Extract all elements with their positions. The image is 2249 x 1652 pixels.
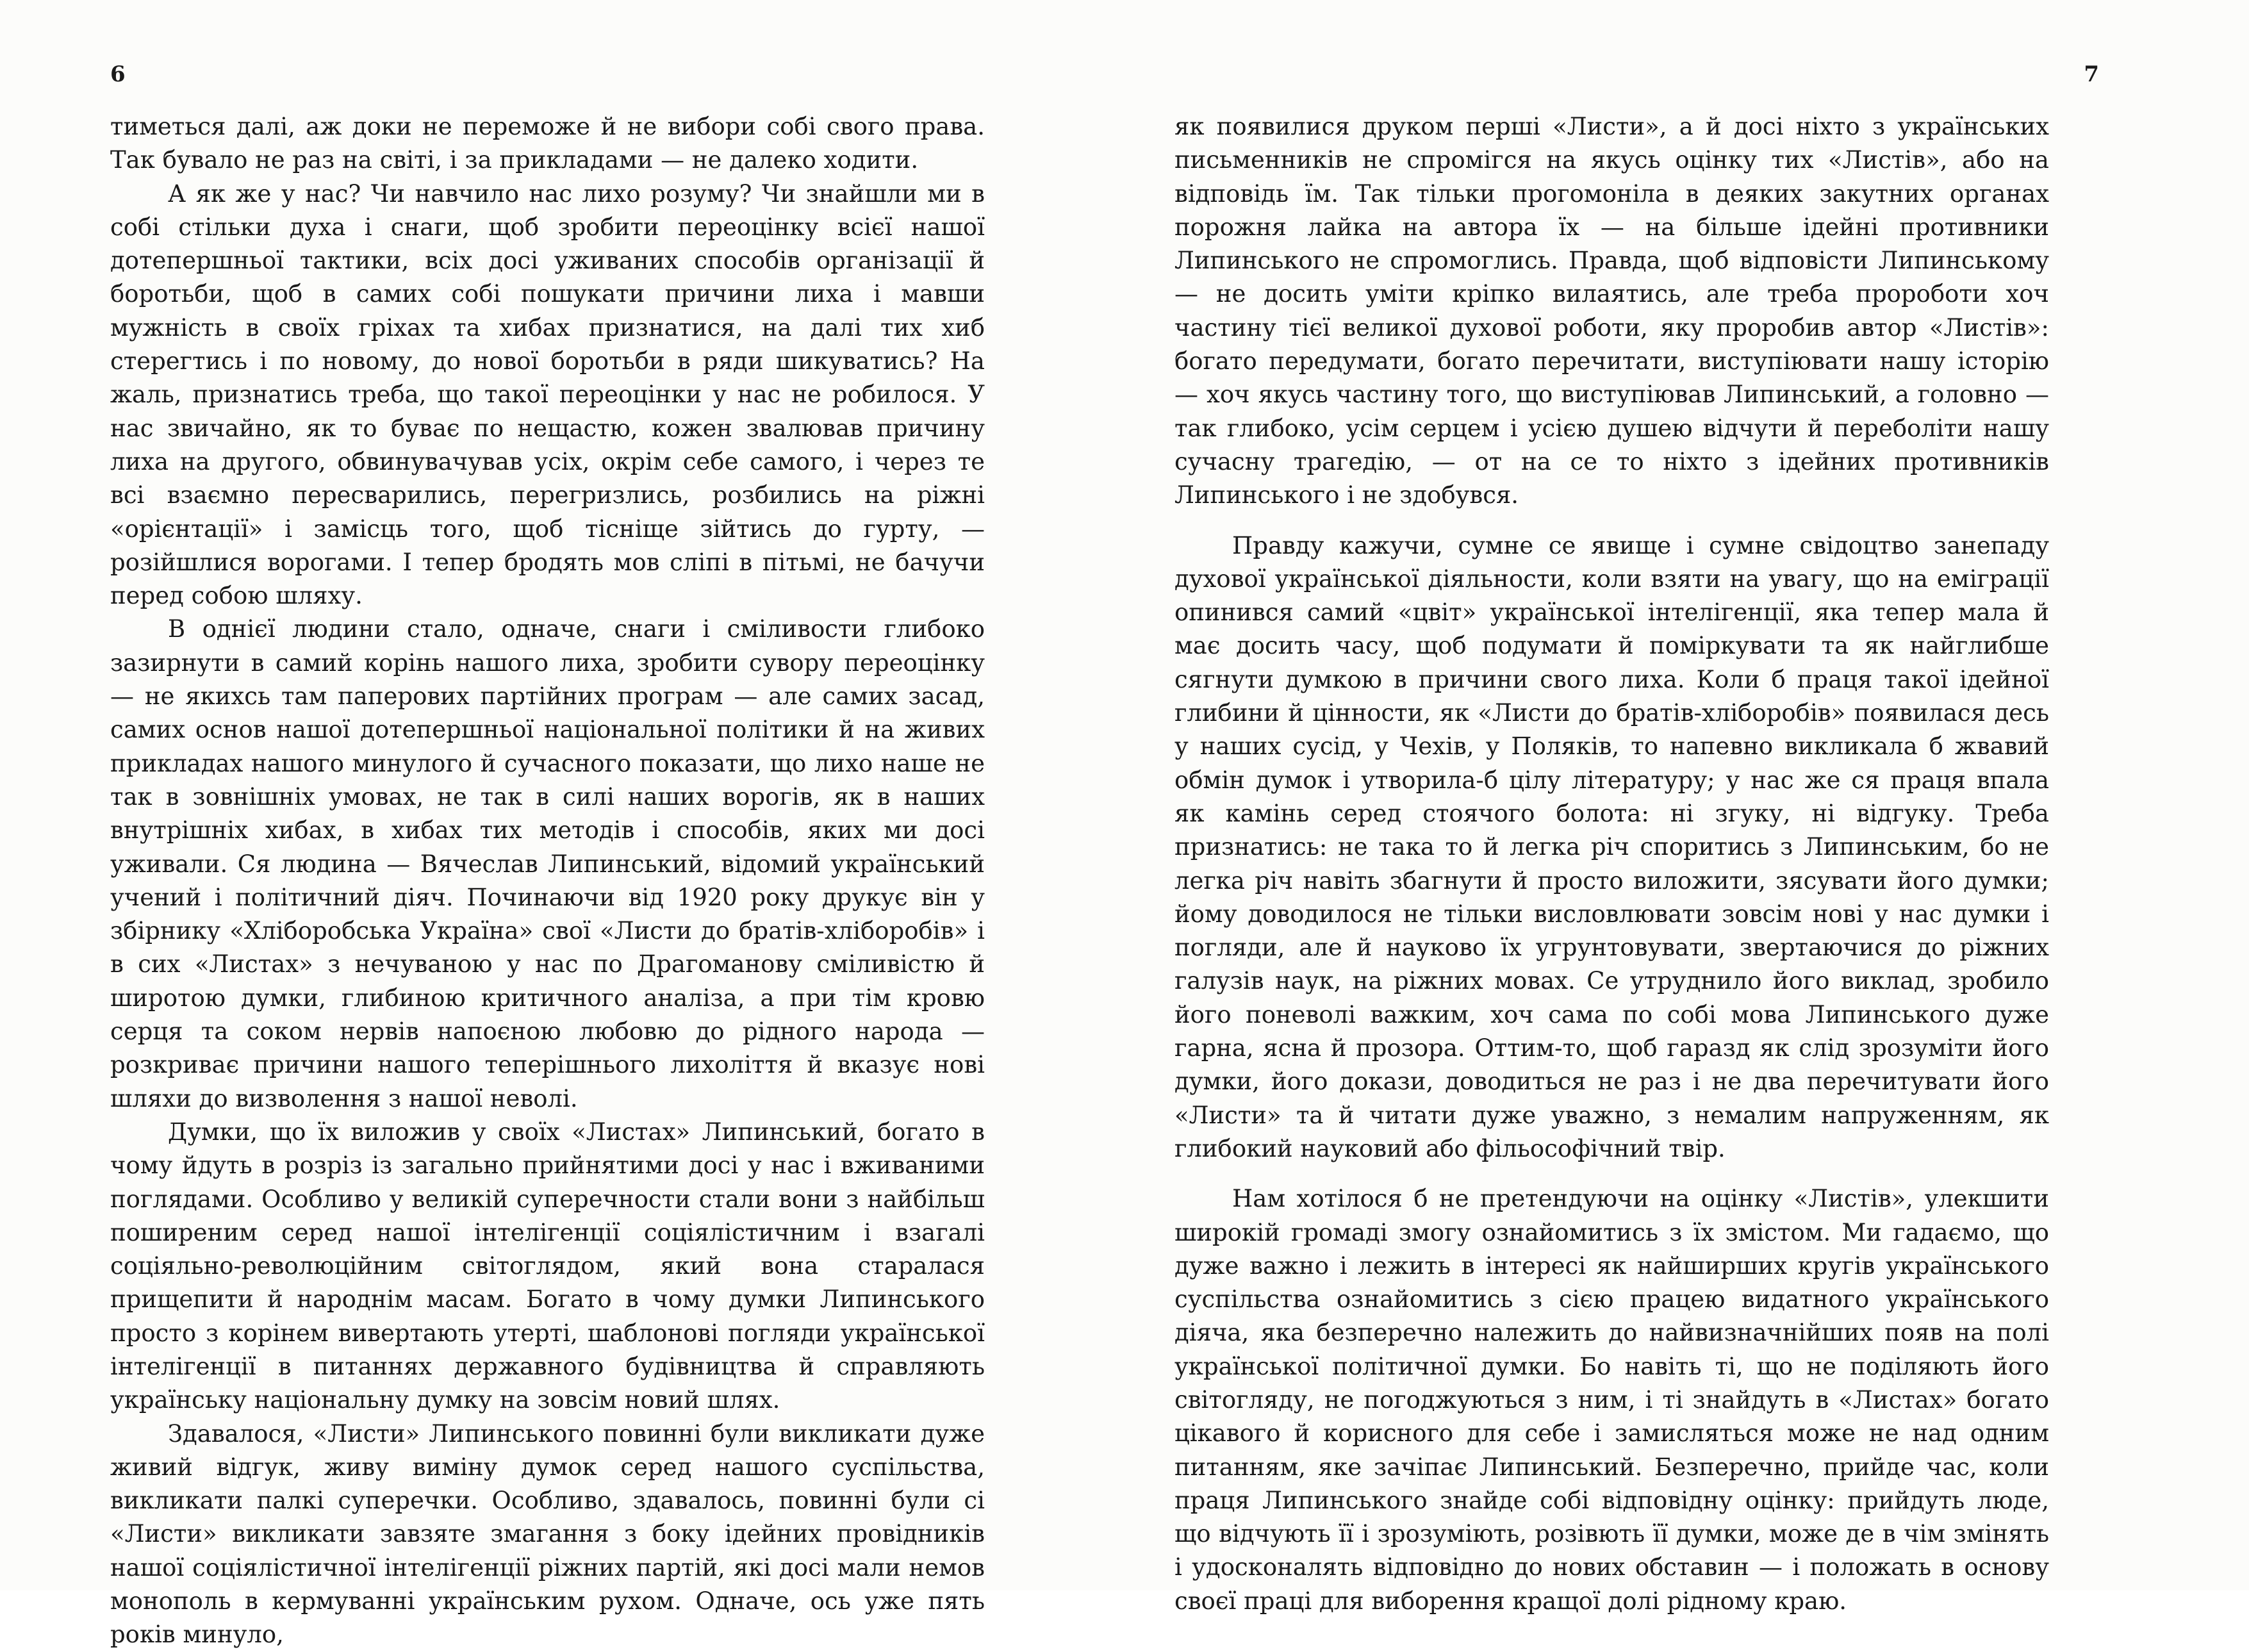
paragraph: В однієї людини стало, одначе, снаги і сміливости глибоко зазирнути в самий корінь нашого лиха, зробити сувору переоцінку — не якихсь там паперових партійних програм — але самих засад, самих основ нашої дотепершньої національної політики й на живих прикладах нашого минулого й сучасного показати, що лихо наше не так в зовнішніх умовах, не так в силі наших ворогів, як в наших внутрішніх хибах, в хибах тих методів і способів, яких ми досі уживали. Ся людина — Вячеслав Липинський, відомий український учений і політичний діяч. Починаючи від 1920 року друкує він у збірнику «Хліборобська Україна» свої «Листи до братів-хліборобів» і в сих «Листах» з нечуваною у нас по Драгоманову сміливістю й широтою думки, глибиною критичного аналіза, а при тім кровю серця та соком нервів напоєною любовю до рідного народа — розкриває причини нашого теперішнього лихоліття й вказує нові шляхи до визволення з нашої неволі. [110,615,985,1112]
page-number-right: 7 [2084,62,2099,87]
paragraph: А як же у нас? Чи навчило нас лихо розуму? Чи знайшли ми в собі стільки духа і снаги, щоб зробити переоцінку всієї нашої дотепершньої тактики, всіх досі уживаних способів організації й боротьби, щоб в самих собі пошукати причини лиха і мавши мужність в своїх гріхах та хибах признатися, на далі тих хиб стерегтись і по новому, до нової боротьби в ряди шикуватись? На жаль, признатись треба, що такої переоцінки у нас не робилося. У нас звичайно, як то буває по нещастю, кожен звалював причину лиха на другого, обвинувачував усіх, окрім себе самого, і через те всі взаємно пересварились, перегризлись, розбились на ріжні «орієнтації» і замісць того, щоб тісніще зійтись до гурту, — розійшлися ворогами. І тепер бродять мов сліпі в пітьмі, не бачучи перед собою шляху. [110,179,985,610]
left-page-text [110,110,985,1652]
page-number-left: 6 [110,62,126,87]
paragraph: Нам хотілося б не претендуючи на оцінку «Листів», улекшити широкій громаді змогу ознайомитись з їх змістом. Ми гадаємо, що дуже важно і лежить в інтересі як найширших кругів українського суспільства ознайомитись з сією працею видатного українського діяча, яка безперечно належить до найвизначнійших появ на полі української політичної думки. Бо навіть ті, що не поділяють його світогляду, не погоджуються з ним, і ті знайдуть в «Листах» богато цікавого й корисного для себе і замисляться може не над одним питанням, яке зачіпає Липинський. Безперечно, прийде час, коли праця Липинського знайде собі відповідну оцінку: прийдуть люде, що відчують її і зрозуміють, розівють її думки, може де в чім змінять і удосконалять відповідно до нових обставин — і положать в основу своєї праці для виборення кращої долі рідному краю. [1174,1185,2049,1615]
right-page [1124,0,2249,1615]
paragraph: Здавалося, «Листи» Липинського повинні були викликати дуже живий відгук, живу виміну думок серед нашого суспільства, викликати палкі суперечки. Особливо, здавалось, повинні були сі «Листи» викликати завзяте змагання з боку ідейних провідників нашої соціялістичної інтелігенції ріжних партій, які досі мали немов монополь в кермуванні українським рухом. Одначе, ось уже пять років минуло, [110,1419,985,1649]
paragraph: Думки, що їх виложив у своїх «Листах» Липинський, богато в чому йдуть в розріз із загально прийнятими досі у нас і вживаними поглядами. Особливо у великій суперечности стали вони з найбільш поширеним серед нашої інтелігенції соціялістичним і взагалі соціяльно-революційним світоглядом, який вона старалася прищепити й народнім масам. Богато в чому думки Липинського просто з корінем вивертають утерті, шаблонові погляди української інтелігенції в питаннях державного будівництва й справляють українську національну думку на зовсім новий шлях. [110,1118,985,1414]
paragraph: як появилися друком перші «Листи», а й досі ніхто з українських письменників не спромігся на якусь оцінку тих «Листів», або на відповідь їм. Так тільки прогомоніла в деяких закутних органах порожня лайка на автора їх — на більше ідейні противники Липинського не спромоглись. Правда, щоб відповісти Липинському — не досить уміти кріпко вилаятись, але треба пророботи хоч частину тієї великої духової роботи, яку проробив автор «Листів»: богато передумати, богато перечитати, виступіювати нашу історію — хоч якусь частину того, що виступіював Липинський, а головно — так глибоко, усім серцем і усією душею відчути й переболіти нашу сучасну трагедію, — от на се то ніхто з ідейних противників Липинського і не здобувся. [1174,113,2049,509]
right-page-text [1174,110,2049,1618]
paragraph: Правду кажучи, сумне се явище і сумне свідоцтво занепаду духової української діяльности, коли взяти на увагу, що на еміграції опинився самий «цвіт» української інтелігенції, яка тепер мала й має досить часу, щоб подумати й поміркувати та як найглибше сягнути думкою в причини свого лиха. Коли б праця такої ідейної глибини й цінности, як «Листи до братів-хліборобів» появилася десь у наших сусід, у Чехів, у Поляків, то напевно викликала б жвавий обмін думок і утворила-б цілу літературу; у нас же ся праця впала як камінь серед стоячого болота: ні згуку, ні відгуку. Треба признатись: не така то й легка річ споритись з Липинським, бо не легка річ навіть збагнути й просто виложити, зясувати його думки; йому доводилося не тільки висловлювати зовсім нові у нас думки і погляди, але й науково їх угрунтовувати, звертаючися до ріжних галузів наук, на ріжних мовах. Се утруднило його виклад, зробило його поневолі важким, хоч сама по собі мова Липинського дуже гарна, ясна й прозора. Оттим-то, щоб гаразд як слід зрозуміти його думки, його докази, доводиться не раз і не два перечитувати його «Листи» та й читати дуже уважно, з немалим напруженням, як глибокий науковий або фільософічний твір. [1174,531,2049,1162]
paragraph: тиметься далі, аж доки не переможе й не вибори собі свого права. Так бувало не раз на світі, і за прикладами — не далеко ходити. [110,113,985,174]
left-page [0,0,1124,1649]
